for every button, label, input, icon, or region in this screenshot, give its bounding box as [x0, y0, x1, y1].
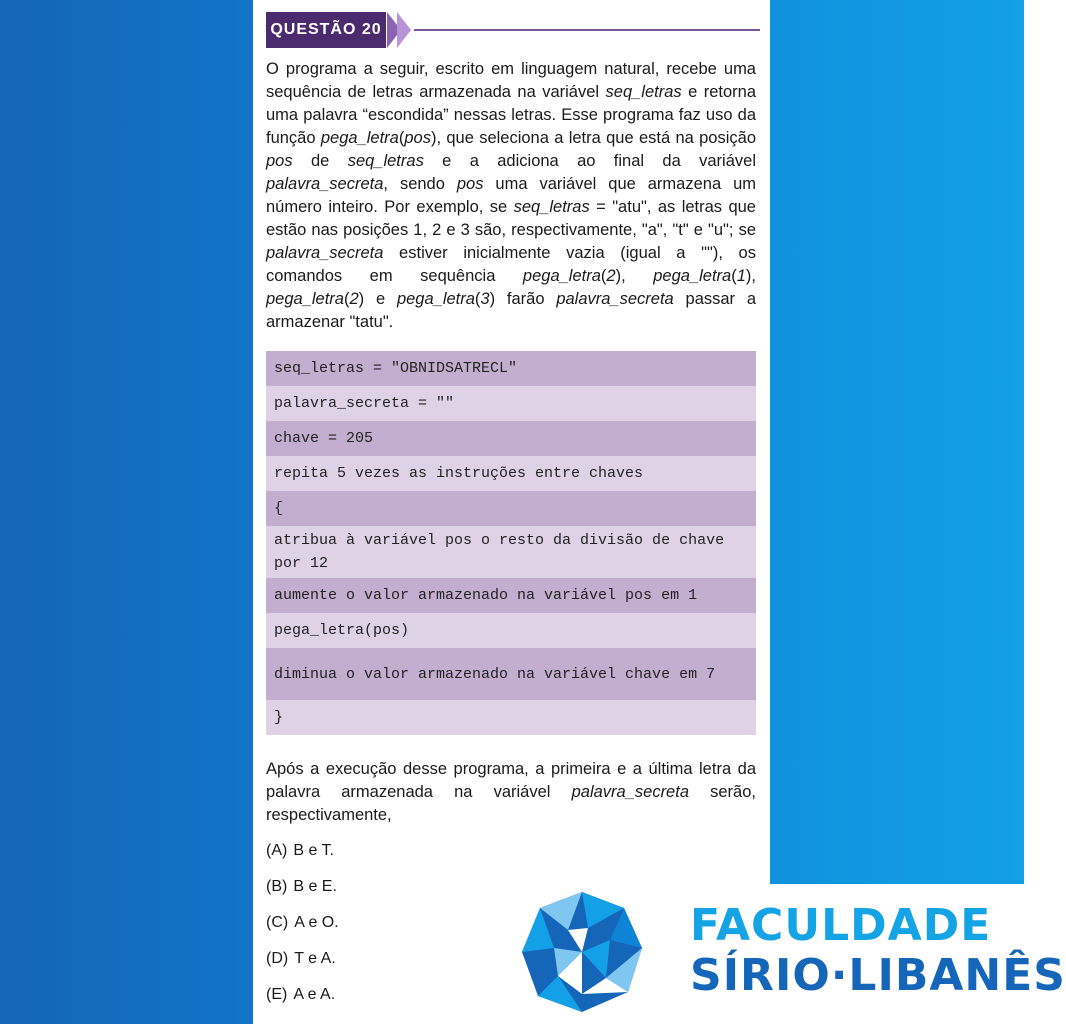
- header-divider: [414, 29, 760, 31]
- option-text: A e A.: [293, 986, 336, 1003]
- option-letter: (C): [266, 914, 289, 931]
- option-letter: (D): [266, 950, 289, 967]
- option-letter: (E): [266, 986, 288, 1003]
- option-text: T e A.: [294, 950, 336, 967]
- answer-option[interactable]: [266, 840, 566, 876]
- code-line: chave = 205: [266, 421, 756, 456]
- code-block: [266, 351, 756, 735]
- option-letter: (B): [266, 878, 288, 895]
- code-line: pega_letra(pos): [266, 613, 756, 648]
- option-text: B e E.: [293, 878, 337, 895]
- brand-name-line1: FACULDADE: [690, 900, 992, 951]
- option-letter: (A): [266, 842, 288, 859]
- code-line: atribua à variável pos o resto da divisão de chave por 12: [266, 526, 756, 578]
- code-line: {: [266, 491, 756, 526]
- option-text: A e O.: [294, 914, 339, 931]
- brand-name-line2: SÍRIO·LIBANÊS: [690, 950, 1066, 1001]
- option-text: B e T.: [293, 842, 334, 859]
- question-prompt: Após a execução desse programa, a primeira e a última letra da palavra armazenada na variável palavra_secreta serão, respectivamente,: [266, 760, 756, 824]
- code-line: seq_letras = "OBNIDSATRECL": [266, 351, 756, 386]
- chevron-icon: [397, 12, 411, 48]
- question-label: QUESTÃO 20: [266, 12, 386, 48]
- question-header: [266, 12, 760, 48]
- code-line: repita 5 vezes as instruções entre chaves: [266, 456, 756, 491]
- question-intro: O programa a seguir, escrito em linguagem natural, recebe uma sequência de letras armazenada na variável seq_letras e retorna uma palavra “escondida” nessas letras. Esse programa faz uso da função pega_letra(pos), que seleciona a letra que está na posição pos de seq_letras e a adiciona ao final da variável palavra_secreta, sendo pos uma variável que armazena um número inteiro. Por exemplo, se seq_letras = "atu", as letras que estão nas posições 1, 2 e 3 são, respectivamente, "a", "t" e "u"; se palavra_secreta estiver inicialmente vazia (igual a ""), os comandos em sequência pega_letra(2), pega_letra(1), pega_letra(2) e pega_letra(3) farão palavra_secreta passar a armazenar "tatu".: [266, 60, 757, 331]
- code-line: palavra_secreta = "": [266, 386, 756, 421]
- faculdade-emblem-icon: [518, 888, 646, 1016]
- code-line: }: [266, 700, 756, 735]
- code-line: diminua o valor armazenado na variável chave em 7: [266, 648, 756, 700]
- code-line: aumente o valor armazenado na variável pos em 1: [266, 578, 756, 613]
